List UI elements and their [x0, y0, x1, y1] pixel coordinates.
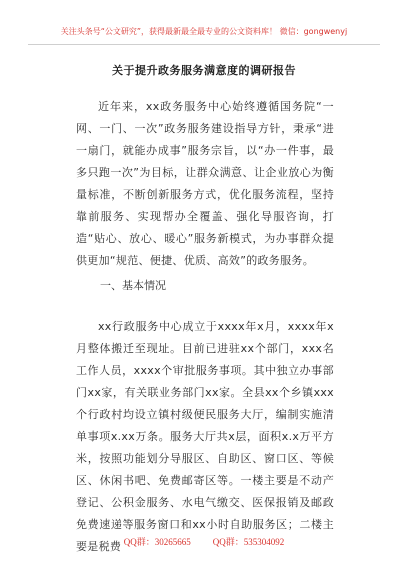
body-paragraph-basic-info: xx行政服务中心成立于xxxx年x月，xxxx年x月整体搬迁至现址。目前已进驻xx个部门，xxx名工作人员，xxxx个审批服务事项。其中独立办事部门xx家，有关联业务部门xx家。全县xx个乡镇xxx个行政村均设立镇村级便民服务大厅，编制实施清单事项x.xx万条。服务大厅共x层，面积x.x万平方米，按照功能划分导服区、自助区、窗口区、等候区、休闲书吧、免费邮寄区等。一楼主要是不动产登记、公积金服务、水电气缴交、医保报销及邮政免费速递等服务窗口和xx小时自助服务区；二楼主要是税费	[76, 320, 334, 553]
footer-contact	[0, 536, 408, 548]
body-paragraph-intro: 近年来，xx政务服务中心始终遵循国务院“一网、一门、一次”政务服务建设指导方针，秉承“进一扇门，就能办成事”服务宗旨，以“办一件事，最多只跑一次”为目标，让群众满意、让企业放心为衡量标准，不断创新服务方式，优化服务流程，坚持靠前服务、实现帮办全覆盖、强化导服咨询，打造“贴心、放心、暖心”服务新模式，为办事群众提供更加“规范、便捷、优质、高效”的政务服务。	[76, 100, 334, 267]
section-heading-basic-info: 一、基本情况	[100, 279, 166, 292]
footer-qq-group-1: QQ群：30265665	[123, 537, 191, 547]
header-divider	[28, 44, 380, 45]
promo-banner-text: 关注头条号“公文研究”，获得最新最全最专业的公文资料库！ 微信：gongwenyj	[60, 27, 348, 36]
header-banner	[0, 0, 408, 62]
footer-qq-group-2: QQ群：535304092	[212, 537, 285, 547]
document-title: 关于提升政务服务满意度的调研报告	[112, 64, 296, 77]
